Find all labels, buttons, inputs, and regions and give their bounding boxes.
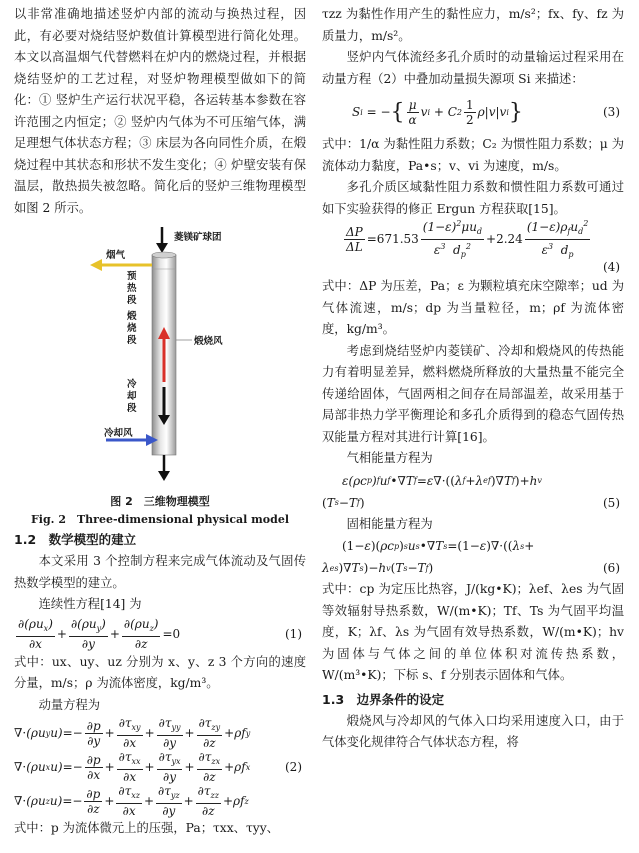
- smoke-arrow-head: [90, 259, 102, 271]
- feed-label: 菱镁矿球团: [174, 232, 222, 243]
- solid-energy-label: 固相能量方程为: [346, 516, 433, 531]
- equation-2-z: ∇· (ρu z u) =− $\frac{\partial p}{\partial z}$ + $\frac{\partial\tau_{xz}}{\partial x}$ + $\frac{\partial\tau_{yz}}{\partial y}$ + $\frac{\partial\tau_{zz}}{\partial z}$ +ρf z: [14, 784, 249, 818]
- section-heading-1-3: 1.3 边界条件的设定: [322, 691, 445, 707]
- equation-3: S i = − { $\frac{\mu}{\alpha}$ v i + C 2 $\frac{1}{2}$ ρ|v|v i } (3): [352, 97, 620, 127]
- cooling-air-label: 冷却风: [104, 428, 133, 439]
- stress-symbols: τzz 为黏性作用产生的黏性应力，m/s²；fx、fy、fz 为质量力，m/s²。: [322, 7, 624, 43]
- physical-model-diagram: [14, 227, 306, 491]
- equation-2-x: ∇· (ρu y u) =− $\frac{\partial p}{\partial y}$ + $\frac{\partial\tau_{xy}}{\partial x}$ + $\frac{\partial\tau_{yy}}{\partial y}$ + $\frac{\partial\tau_{zy}}{\partial z}$ +ρf y: [14, 716, 251, 750]
- continuity-label: 连续性方程[14] 为: [38, 597, 142, 611]
- equation-4: $\frac{\Delta P}{\Delta L}$ =671.53 $\frac{(1-\varepsilon)^2\mu u_d}{\varepsilon^3 d_p^2}$ +2.24 $\frac{(1-\varepsilon)\rho_fu_d^2}{\varepsilon^3 d_p}$: [346, 218, 589, 259]
- equation-5-number: (5): [603, 495, 620, 510]
- energy-symbols: 式中：cp 为定压比热容，J/(kg•K)；λef、λes 为气固等效辐射导热系数，W/(m•K)；Tf、Ts 为气固平均温度，K；λf、λs 为气固有效导热系数，W/(m•K)；hv 为固体与气体之间的单位体积对流传热系数，W/(m³•K)；下标 s、f 分别表示固体和气体。: [322, 582, 624, 682]
- figure-caption-cn: 图 2 三维物理模型: [110, 495, 210, 508]
- cooling-zone-label: 冷却段: [127, 379, 137, 414]
- figure-caption-en: Fig. 2 Three-dimensional physical model: [30, 513, 289, 526]
- left-column: [14, 4, 306, 840]
- equation-4-number: (4): [603, 260, 620, 274]
- feed-arrow-head: [156, 243, 168, 253]
- right-column: [322, 4, 624, 754]
- ergun-symbols: 式中：ΔP 为压差，Pa；ε 为颗粒填充床空隙率；ud 为气体流速，m/s；dp 为当量粒径，m；ρf 为流体密度，kg/m³。: [322, 279, 624, 336]
- gas-energy-label: 气相能量方程为: [346, 451, 433, 465]
- equation-1-number: (1): [285, 626, 302, 641]
- equation-2-number: (2): [285, 760, 302, 774]
- figure-2: [14, 227, 306, 491]
- calcination-air-label: 煅烧风: [194, 336, 223, 347]
- cylinder-top: [152, 252, 176, 258]
- equation-4-number-row: [322, 258, 624, 276]
- section-heading-1-2: 1.2 数学模型的建立: [14, 532, 137, 547]
- porous-momentum-paragraph: 竖炉内气体流经多孔介质时的动量输运过程采用在动量方程（2）中叠加动量损失源项 Si 来描述：: [322, 50, 624, 86]
- model-paragraph: 本文采用 3 个控制方程来完成气体流动及气固传热数学模型的建立。: [14, 554, 306, 590]
- resistance-symbols: 式中：1/α 为黏性阻力系数；C₂ 为惯性阻力系数；μ 为流体动力黏度，Pa•s；v、vi 为速度，m/s。: [322, 137, 624, 173]
- preheat-zone-label: 预热段: [127, 271, 137, 306]
- equation-5-line2: ( T s − T f ) (5): [322, 495, 620, 510]
- equation-1: $\frac{\partial(\rho u_x)}{\partial x}$ + $\frac{\partial(\rho u_y)}{\partial y}$ + $\frac{\partial(\rho u_z)}{\partial z}$ =0 (1): [18, 616, 302, 651]
- ergun-paragraph: 多孔介质区域黏性阻力系数和惯性阻力系数可通过如下实验获得的修正 Ergun 方程获取[15]。: [322, 180, 624, 216]
- continuity-symbols: 式中：ux、uy、uz 分别为 x、y、z 3 个方向的速度分量，m/s；ρ 为流体密度，kg/m³。: [14, 654, 306, 690]
- intro-paragraph: 以非常准确地描述竖炉内部的流动与换热过程，因此，有必要对烧结竖炉数值计算模型进行简化处理。本文以高温烟气代替燃料在炉内的燃烧过程，并根据烧结竖炉的工艺过程，对竖炉物理模型做如下的简化：① 竖炉生产运行状况平稳，各运转基本参数在容许范围之内恒定；② 竖炉内气体为不可压缩气体，满足理想气体状态方程；③ 床层为各向同性介质，在煅烧过程中其状态和形状不发生变化；④ 炉壁安装有保温层，散热损失被忽略。简化后的竖炉三维物理模型如图 2 所示。: [14, 7, 306, 215]
- heat-transfer-paragraph: 考虑到烧结竖炉内菱镁矿、冷却和煅烧风的传热能力有着明显差异，燃料燃烧所释放的大量热量不能完全传递给固体，气固两相之间存在局部温差，故采用基于局部非热力学平衡理论和多孔介质得到的稳态气固传热双能量方程对其进行计算[16]。: [322, 343, 624, 444]
- smoke-label: 烟气: [106, 250, 126, 261]
- equation-3-number: (3): [603, 105, 620, 119]
- equation-2-y: ∇· (ρu x u) =− $\frac{\partial p}{\partial x}$ + $\frac{\partial\tau_{xx}}{\partial x}$ + $\frac{\partial\tau_{yx}}{\partial y}$ + $\frac{\partial\tau_{zx}}{\partial z}$ +ρf x (2): [14, 750, 302, 784]
- momentum-label: 动量方程为: [38, 697, 101, 712]
- momentum-symbols: 式中：p 为流体微元上的压强，Pa；τxx、τyy、: [14, 821, 279, 835]
- equation-6-line2: λ es )∇ T s )− h v ( T s − T f ) (6): [322, 561, 620, 575]
- boundary-paragraph: 煅烧风与冷却风的气体入口均采用速度入口，由于气体变化规律符合气体状态方程，将: [322, 713, 624, 749]
- equation-5-line1: ε(ρc p ) f u f •∇ T f = ε ∇·(( λ f +λ ef )∇ T f )+ h v: [342, 473, 542, 488]
- calcination-zone-label: 煅烧段: [127, 311, 137, 346]
- discharge-arrow-head: [158, 471, 170, 481]
- equation-6-number: (6): [603, 561, 620, 575]
- equation-6-line1: (1− ε )( ρc p ) s u s •∇ T s =(1− ε )∇·(( λ s +: [342, 539, 535, 553]
